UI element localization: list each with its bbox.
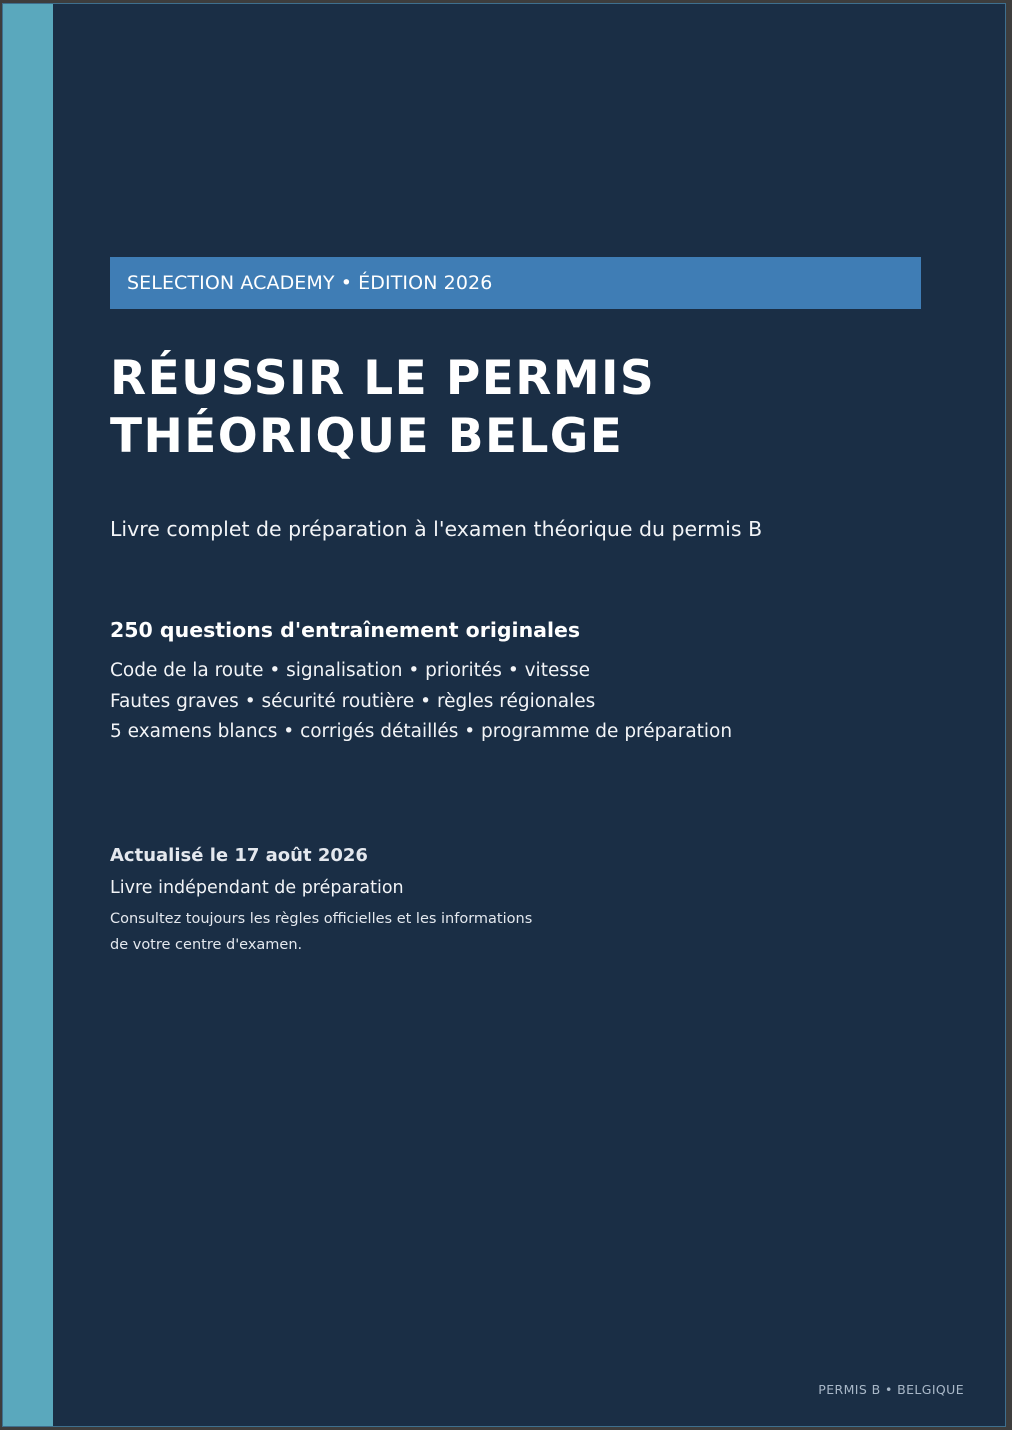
notice-line: de votre centre d'examen. (110, 937, 303, 953)
independent-notice: Livre indépendant de préparation (110, 878, 404, 898)
book-cover (2, 3, 1006, 1427)
side-stripe (3, 4, 53, 1426)
feature-line: 5 examens blancs • corrigés détaillés • programme de préparation (110, 721, 733, 742)
cover-subtitle: Livre complet de préparation à l'examen théorique du permis B (110, 517, 763, 541)
notice-line: Consultez toujours les règles officielles et les informations (110, 911, 533, 927)
feature-line: Fautes graves • sécurité routière • règles régionales (110, 690, 596, 712)
features-list (110, 656, 732, 748)
cover-title-line-1: RÉUSSIR LE PERMIS (110, 351, 656, 406)
features-heading: 250 questions d'entraînement originales (110, 618, 581, 642)
cover-title-line-2: THÉORIQUE BELGE (110, 409, 624, 464)
edition-banner-text: SELECTION ACADEMY • ÉDITION 2026 (127, 272, 493, 294)
official-rules-notice (110, 906, 532, 958)
footer-tag: PERMIS B • BELGIQUE (818, 1382, 964, 1397)
cover-title (110, 350, 655, 466)
feature-line: Code de la route • signalisation • priorités • vitesse (110, 660, 590, 681)
edition-banner (110, 257, 921, 309)
update-date: Actualisé le 17 août 2026 (110, 845, 368, 866)
